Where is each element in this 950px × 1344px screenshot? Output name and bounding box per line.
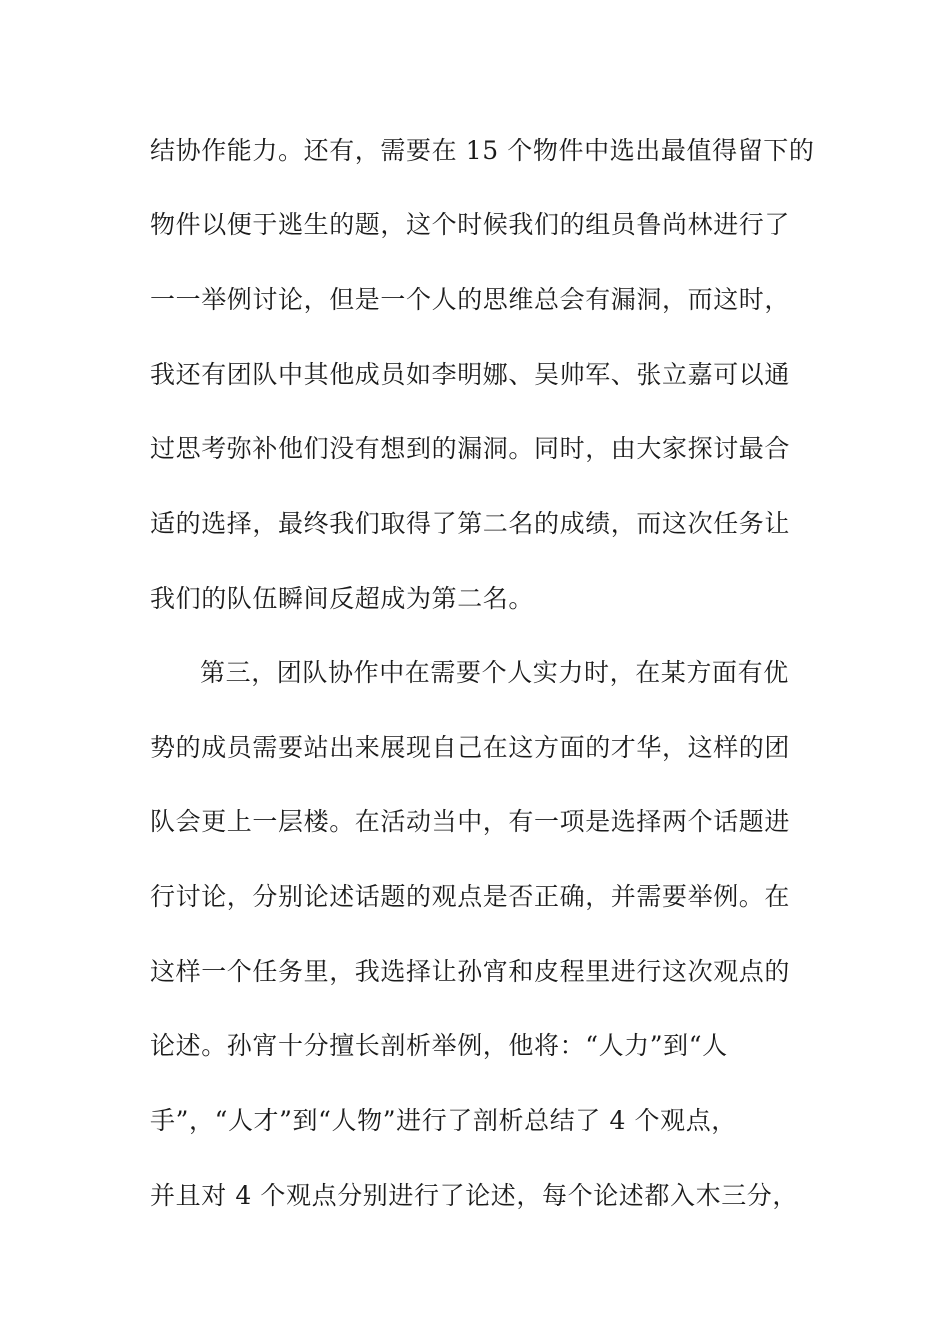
text-line: 行讨论，分别论述话题的观点是否正确，并需要举例。在 — [150, 882, 791, 911]
text-line: 手”，“人才”到“人物”进行了剖析总结了 4 个观点， — [150, 1106, 737, 1135]
text-line: 适的选择，最终我们取得了第二名的成绩，而这次任务让 — [150, 509, 791, 538]
text-line: 这样一个任务里，我选择让孙宵和皮程里进行这次观点的 — [150, 957, 791, 986]
text-line: 我们的队伍瞬间反超成为第二名。 — [150, 584, 535, 613]
text-line: 过思考弥补他们没有想到的漏洞。同时，由大家探讨最合 — [150, 434, 791, 463]
paragraph-first-line: 第三，团队协作中在需要个人实力时，在某方面有优 — [200, 658, 789, 687]
text-line: 并且对 4 个观点分别进行了论述，每个论述都入木三分， — [150, 1181, 799, 1210]
text-line: 一一举例讨论，但是一个人的思维总会有漏洞，而这时， — [150, 285, 791, 314]
text-line: 势的成员需要站出来展现自己在这方面的才华，这样的团 — [150, 733, 791, 762]
text-line: 论述。孙宵十分擅长剖析举例，他将：“人力”到“人 — [150, 1031, 728, 1060]
text-line: 队会更上一层楼。在活动当中，有一项是选择两个话题进 — [150, 807, 791, 836]
text-line: 我还有团队中其他成员如李明娜、吴帅军、张立嘉可以通 — [150, 360, 791, 389]
text-line: 结协作能力。还有，需要在 15 个物件中选出最值得留下的 — [150, 136, 815, 165]
text-line: 物件以便于逃生的题，这个时候我们的组员鲁尚林进行了 — [150, 210, 791, 239]
